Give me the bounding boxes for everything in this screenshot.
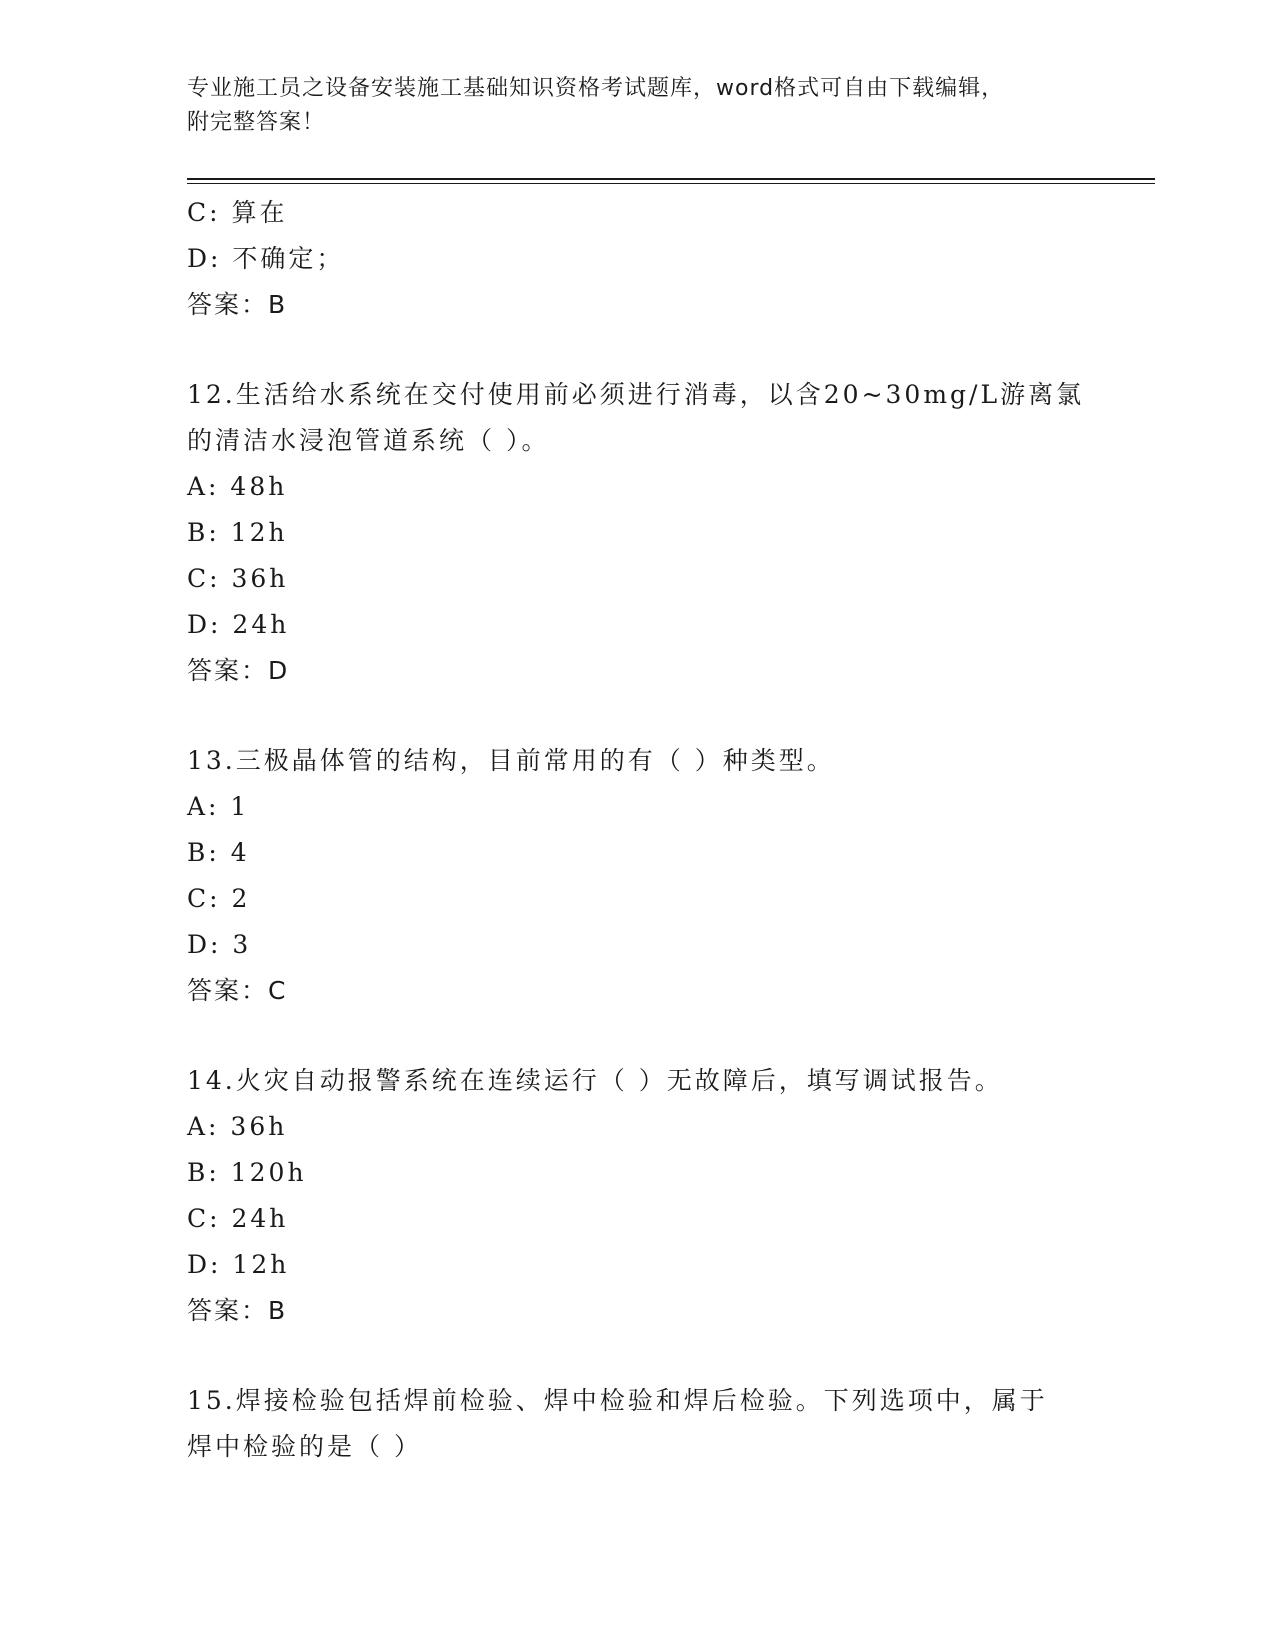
option-c: C: 2 bbox=[187, 884, 251, 913]
option-a: A: 1 bbox=[187, 792, 250, 821]
question-text-line-2: 焊中检验的是（ ） bbox=[187, 1432, 422, 1461]
answer-line: 答案：B bbox=[187, 1296, 288, 1325]
document-header bbox=[187, 72, 1087, 140]
question-12 bbox=[187, 372, 1087, 694]
question-text bbox=[187, 1058, 1087, 1104]
option-b: B: 12h bbox=[187, 518, 288, 547]
option-a: A: 36h bbox=[187, 1112, 288, 1141]
header-divider-thin bbox=[187, 183, 1155, 184]
header-title-line-2: 附完整答案！ bbox=[187, 110, 326, 135]
question-text-line-1: 14.火灾自动报警系统在连续运行（ ）无故障后，填写调试报告。 bbox=[187, 1066, 1003, 1095]
option-b: B: 4 bbox=[187, 838, 250, 867]
question-text-line-1: 15.焊接检验包括焊前检验、焊中检验和焊后检验。下列选项中，属于 bbox=[187, 1386, 1048, 1415]
question-text bbox=[187, 738, 1087, 784]
question-text bbox=[187, 372, 1087, 464]
option-b: B: 120h bbox=[187, 1158, 307, 1187]
answer-line: 答案：C bbox=[187, 976, 288, 1005]
question-text-line-1: 12.生活给水系统在交付使用前必须进行消毒，以含20~30mg/L游离氯 bbox=[187, 380, 1085, 409]
question-list bbox=[187, 190, 1087, 1470]
header-title-line-1: 专业施工员之设备安装施工基础知识资格考试题库，word格式可自由下载编辑， bbox=[187, 76, 1005, 101]
header-divider-thick bbox=[187, 178, 1155, 180]
question-13 bbox=[187, 738, 1087, 1014]
option-d: D: 不确定； bbox=[187, 244, 345, 273]
option-c: C: 36h bbox=[187, 564, 289, 593]
option-d: D: 24h bbox=[187, 610, 290, 639]
question-text-line-1: 13.三极晶体管的结构，目前常用的有（ ）种类型。 bbox=[187, 746, 835, 775]
option-d: D: 12h bbox=[187, 1250, 290, 1279]
question-text bbox=[187, 1378, 1087, 1470]
question-14 bbox=[187, 1058, 1087, 1334]
option-c: C: 24h bbox=[187, 1204, 289, 1233]
option-c: C: 算在 bbox=[187, 198, 288, 227]
option-a: A: 48h bbox=[187, 472, 288, 501]
option-d: D: 3 bbox=[187, 930, 252, 959]
question-11-continued bbox=[187, 190, 1087, 328]
answer-line: 答案：B bbox=[187, 290, 288, 319]
answer-line: 答案：D bbox=[187, 656, 290, 685]
question-text-line-2: 的清洁水浸泡管道系统（ ）。 bbox=[187, 426, 550, 455]
question-15 bbox=[187, 1378, 1087, 1470]
